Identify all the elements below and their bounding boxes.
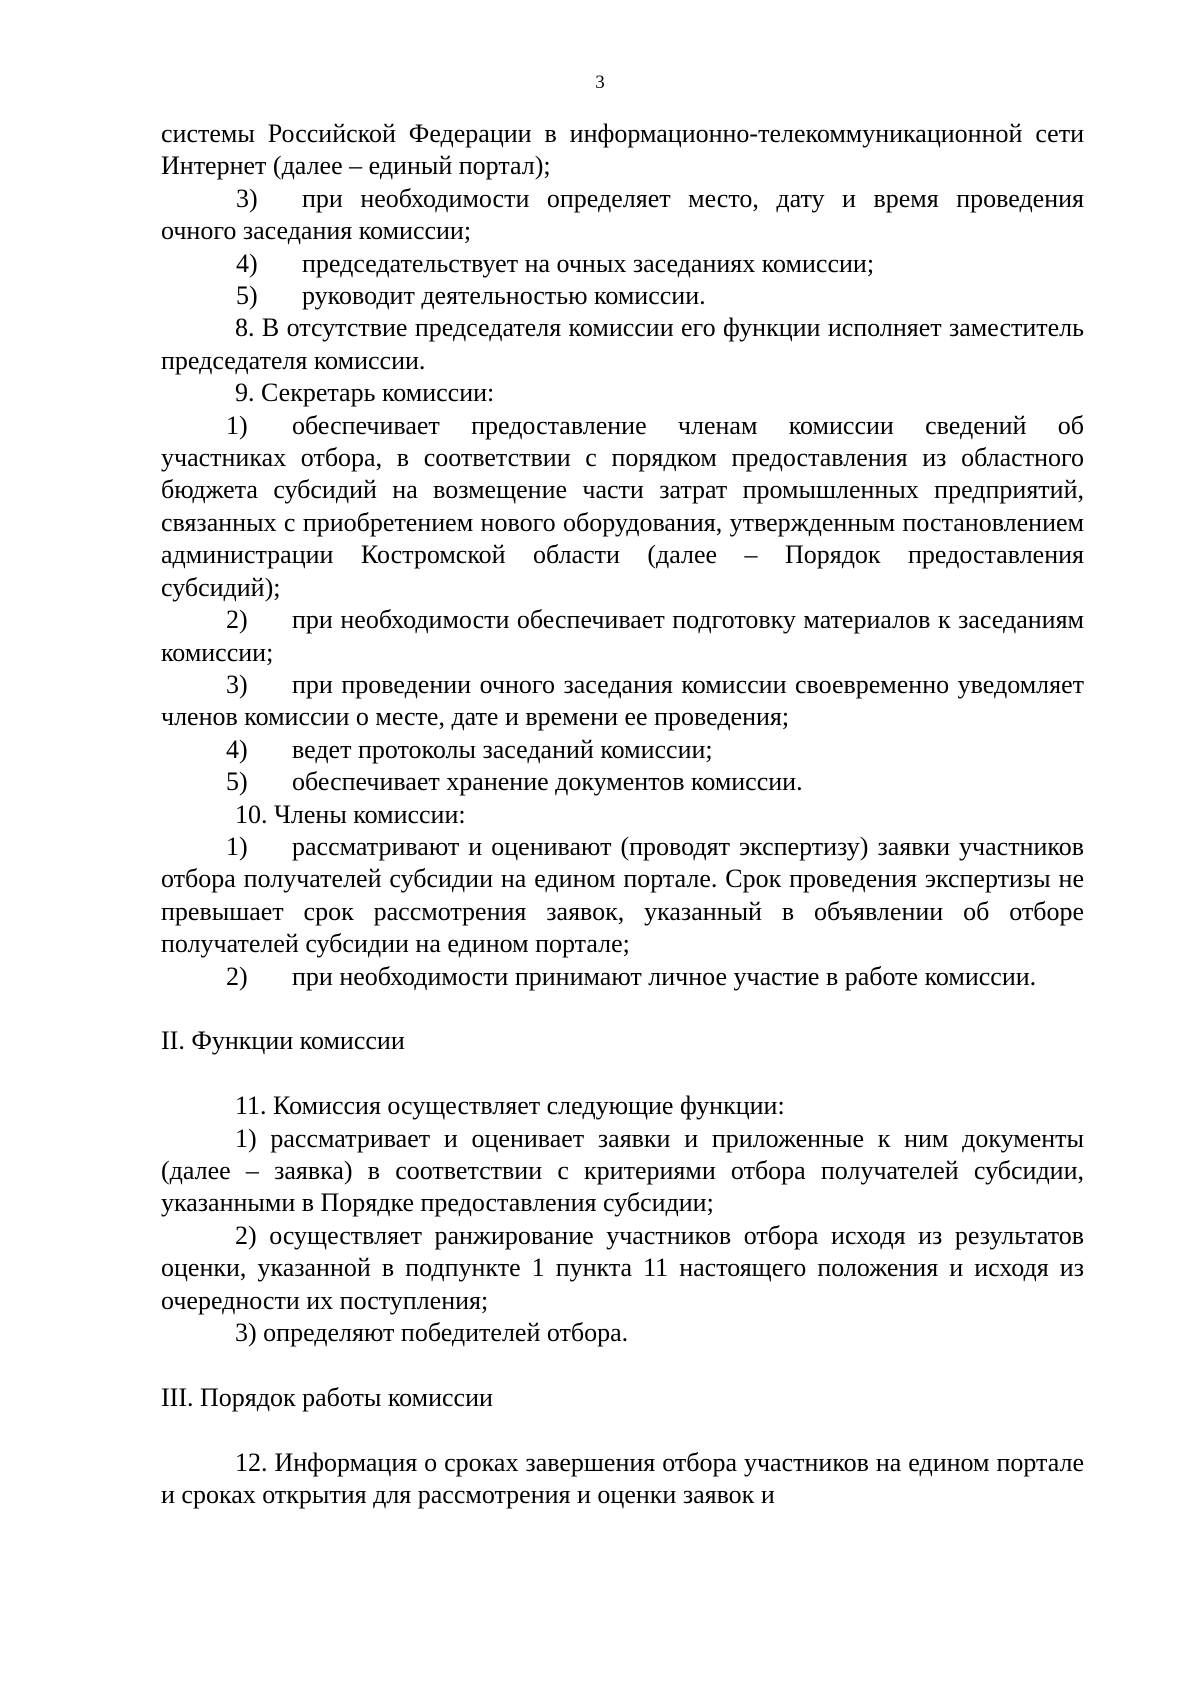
list-item — [161, 766, 1084, 798]
list-item-number: 2) — [226, 605, 248, 635]
list-item-text: при необходимости определяет место, дату и время проведения очного заседания комиссии; — [161, 183, 1084, 246]
list-item-number: 1) — [226, 831, 248, 861]
section-heading: II. Функции комиссии — [161, 1026, 405, 1056]
list-item — [161, 734, 1084, 766]
list-item-number: 4) — [236, 248, 258, 278]
list-item-number: 5) — [236, 281, 258, 311]
list-item-text: при проведении очного заседания комиссии своевременно уведомляет членов комиссии о месте, дате и времени ее проведения; — [161, 669, 1084, 732]
paragraph: 11. Комиссия осуществляет следующие функции: — [235, 1091, 785, 1121]
list-item-text: при необходимости принимают личное участие в работе комиссии. — [292, 961, 1037, 991]
paragraph: 12. Информация о сроках завершения отбора участников на едином портале и сроках открытия для рассмотрения и оценки заявок и — [161, 1447, 1084, 1509]
list-item — [161, 248, 1084, 280]
list-item-number: 3) — [226, 669, 248, 699]
list-item-number: 4) — [226, 734, 248, 764]
list-item-number: 5) — [226, 767, 248, 797]
section-heading: III. Порядок работы комиссии — [161, 1382, 493, 1412]
list-item — [161, 410, 1084, 604]
page-number: 3 — [595, 72, 605, 93]
list-item — [161, 831, 1084, 961]
list-item-text: при необходимости обеспечивает подготовку материалов к заседаниям комиссии; — [161, 605, 1084, 667]
list-item-text: руководит деятельностью комиссии. — [302, 281, 706, 311]
list-item-number: 1) — [226, 410, 248, 440]
document-body — [161, 118, 1084, 1511]
paragraph: системы Российской Федерации в информационно-телекоммуникационной сети Интернет (далее – единый портал); — [161, 119, 1084, 181]
list-item — [161, 604, 1084, 669]
list-item-number: 2) — [226, 961, 248, 991]
paragraph: 10. Члены комиссии: — [235, 799, 466, 829]
list-item — [161, 280, 1084, 312]
list-item-text: председательствует на очных заседаниях комиссии; — [302, 248, 875, 278]
paragraph: 9. Секретарь комиссии: — [235, 378, 495, 408]
list-item-number: 3) — [236, 183, 258, 213]
paragraph: 3) определяют победителей отбора. — [235, 1318, 629, 1347]
list-item — [161, 961, 1084, 993]
list-item — [161, 183, 1084, 248]
list-item-text: обеспечивает предоставление членам комиссии сведений об участниках отбора, в соответствии с порядком предоставления из областного бюджета субсидий на возмещение части затрат промышленных предприятий, связанных с приобретением нового оборудования, утвержденным постановлением администрации Костромской области (далее – Порядок предоставления субсидий); — [161, 410, 1084, 602]
list-item — [161, 669, 1084, 734]
paragraph: 2) осуществляет ранжирование участников отбора исходя из результатов оценки, указанной в подпункте 1 пункта 11 настоящего положения и исходя из очередности их поступления; — [161, 1220, 1084, 1315]
list-item-text: рассматривают и оценивают (проводят экспертизу) заявки участников отбора получателей субсидии на едином портале. Срок проведения экспертизы не превышает срок рассмотрения заявок, указанный в объявлении об отборе получателей субсидии на едином портале; — [161, 831, 1084, 959]
list-item-text: ведет протоколы заседаний комиссии; — [292, 734, 713, 764]
paragraph: 8. В отсутствие председателя комиссии его функции исполняет заместитель председателя комиссии. — [161, 313, 1084, 375]
list-item-text: обеспечивает хранение документов комиссии. — [292, 767, 803, 797]
paragraph: 1) рассматривает и оценивает заявки и приложенные к ним документы (далее – заявка) в соответствии с критериями отбора получателей субсидии, указанными в Порядке предоставления субсидии; — [161, 1123, 1084, 1218]
